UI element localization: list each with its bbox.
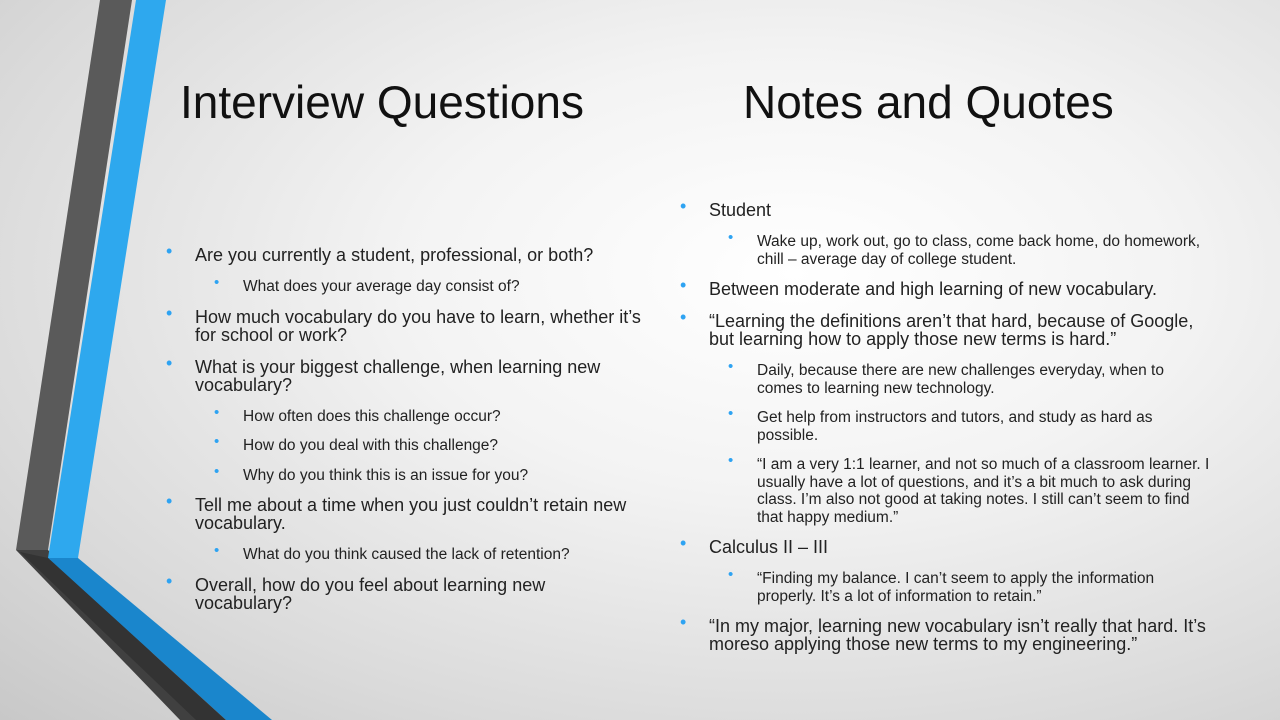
note-item — [680, 275, 1210, 299]
question-item — [166, 462, 641, 485]
bullet-icon: • — [728, 229, 734, 246]
note-item-text: Calculus II – III — [709, 537, 829, 557]
question-item-text: Why do you think this is an issue for you? — [243, 466, 529, 484]
note-item — [680, 612, 1210, 654]
right-title: Notes and Quotes — [743, 76, 1114, 128]
note-item — [680, 196, 1210, 220]
note-item-text: “Learning the definitions aren’t that hard, because of Google, but learning how to apply those new terms is hard.” — [709, 311, 1194, 349]
note-item-text: “In my major, learning new vocabulary isn’t really that hard. It’s moreso applying those new terms to my engineering.” — [709, 616, 1206, 654]
bullet-icon: • — [680, 307, 687, 327]
question-item — [166, 491, 641, 533]
bullet-icon: • — [680, 275, 687, 295]
interview-questions-column — [166, 241, 641, 626]
note-item-text: Wake up, work out, go to class, come back home, do homework, chill – average day of college student. — [757, 233, 1201, 268]
bullet-icon: • — [728, 566, 734, 583]
notes-quotes-list — [680, 196, 1210, 654]
question-item — [166, 570, 641, 613]
question-item — [166, 274, 641, 296]
note-item-text: Between moderate and high learning of new vocabulary. — [709, 279, 1157, 299]
note-item-text: Daily, because there are new challenges everyday, when to comes to learning new technology. — [757, 362, 1164, 397]
bullet-icon: • — [680, 533, 687, 553]
question-item-text: What is your biggest challenge, when learning new vocabulary? — [195, 356, 601, 395]
note-item — [680, 533, 1210, 557]
question-item-text: Tell me about a time when you just couldn’t retain new vocabulary. — [195, 495, 627, 533]
left-title: Interview Questions — [180, 76, 584, 128]
question-item — [166, 352, 641, 395]
bullet-icon: • — [728, 452, 734, 469]
question-item-text: How much vocabulary do you have to learn, whether it’s for school or work? — [195, 306, 641, 345]
question-item-text: Are you currently a student, professional, or both? — [195, 245, 594, 265]
bullet-icon: • — [680, 196, 687, 216]
question-item-text: How often does this challenge occur? — [243, 407, 501, 425]
bullet-icon: • — [214, 433, 220, 450]
question-item-text: Overall, how do you feel about learning new vocabulary? — [195, 574, 546, 613]
bullet-icon: • — [166, 302, 173, 323]
note-item-text: “I am a very 1:1 learner, and not so much of a classroom learner. I usually have a lot of questions, and it’s a bit much to ask during class. I’m also not good at taking notes. I still can’t seem to find that happy medium.” — [757, 456, 1210, 526]
bullet-icon: • — [214, 462, 220, 480]
notes-quotes-column — [680, 196, 1210, 667]
question-item — [166, 302, 641, 345]
bullet-icon: • — [166, 352, 173, 373]
note-item-text: Get help from instructors and tutors, and study as hard as possible. — [757, 409, 1153, 444]
bullet-icon: • — [214, 403, 220, 421]
question-item-text: How do you deal with this challenge? — [243, 437, 499, 454]
bullet-icon: • — [728, 358, 734, 375]
note-item — [680, 405, 1210, 444]
note-item-text: “Finding my balance. I can’t seem to apply the information properly. It’s a lot of information to retain.” — [757, 570, 1155, 605]
question-item — [166, 433, 641, 455]
bullet-icon: • — [166, 241, 173, 261]
note-item — [680, 358, 1210, 397]
note-item — [680, 229, 1210, 268]
question-item — [166, 542, 641, 564]
question-item — [166, 241, 641, 265]
bullet-icon: • — [214, 542, 220, 559]
note-item — [680, 452, 1210, 526]
note-item — [680, 566, 1210, 605]
bullet-icon: • — [214, 274, 220, 291]
bullet-icon: • — [166, 570, 173, 591]
bullet-icon: • — [166, 491, 173, 511]
bullet-icon: • — [728, 405, 734, 422]
question-item-text: What does your average day consist of? — [243, 278, 520, 295]
interview-questions-list — [166, 241, 641, 613]
question-item-text: What do you think caused the lack of retention? — [243, 546, 570, 563]
note-item-text: Student — [709, 200, 772, 220]
note-item — [680, 307, 1210, 349]
question-item — [166, 403, 641, 426]
bullet-icon: • — [680, 612, 687, 632]
